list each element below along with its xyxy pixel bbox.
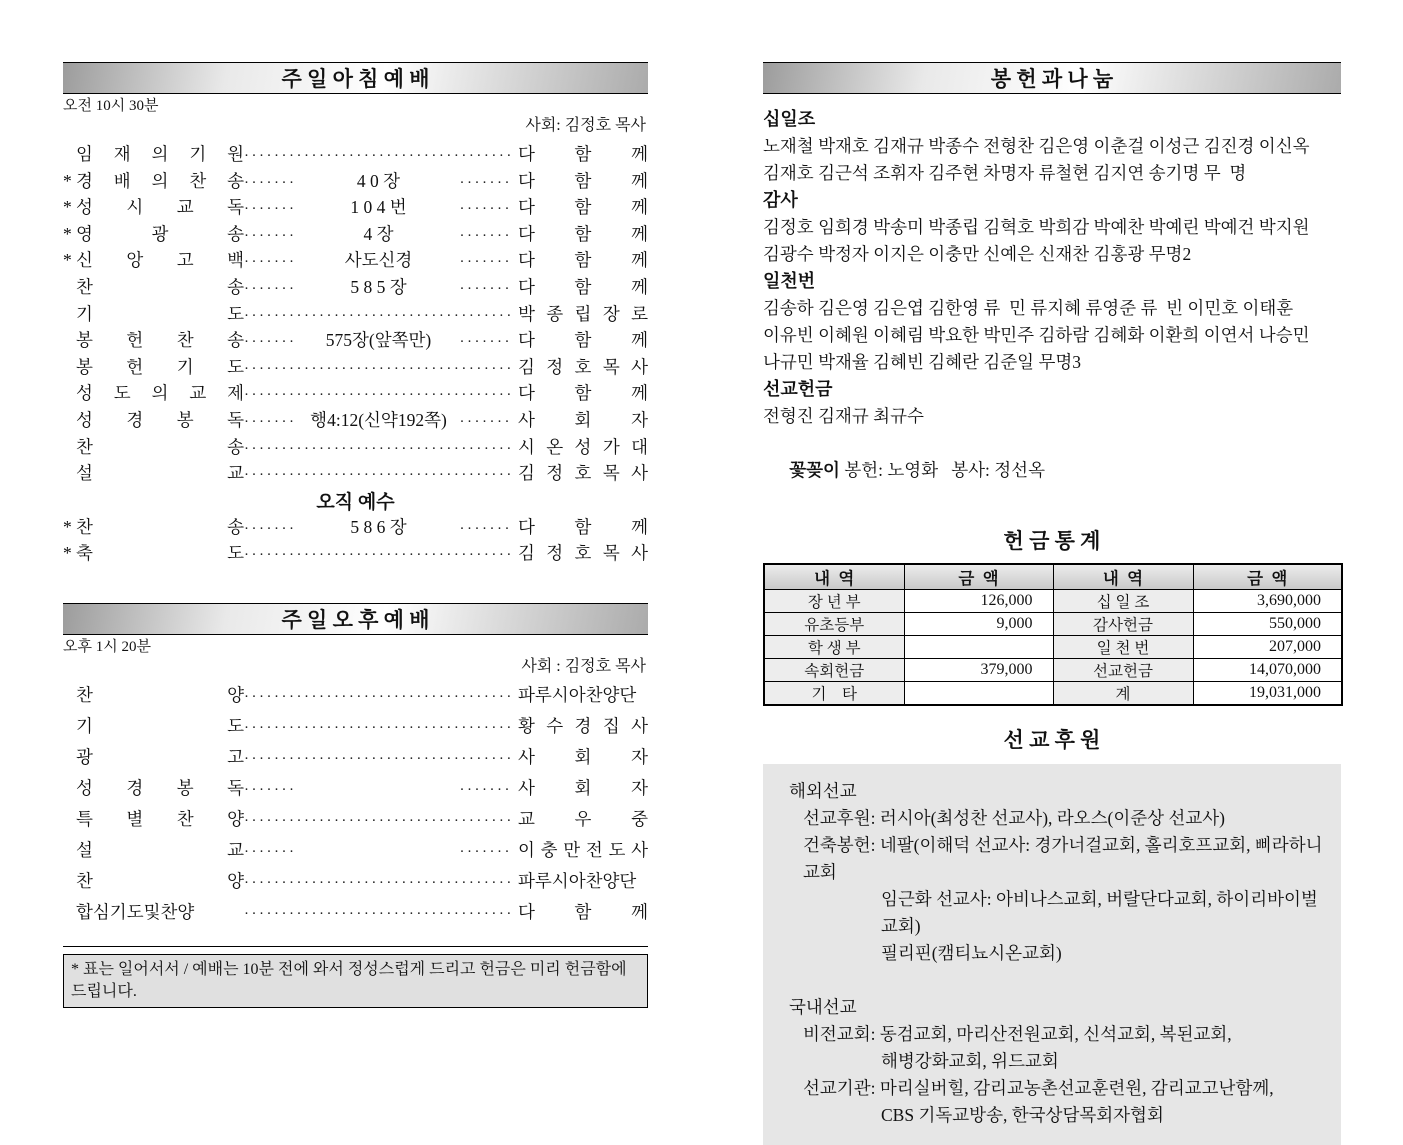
item-performer: 사 회 자 — [518, 409, 648, 430]
item-performer: 다 함 께 — [518, 330, 648, 351]
star-marker: * — [63, 250, 72, 271]
order-item — [63, 775, 648, 806]
order-item — [63, 514, 648, 541]
item-value: 1 0 4 번 — [350, 197, 407, 218]
mission-line — [777, 967, 1327, 994]
item-label: 찬 송 — [76, 436, 244, 457]
dotted-leader — [244, 197, 298, 216]
stats-category-cell: 학 생 부 — [764, 636, 904, 659]
order-item — [63, 194, 648, 221]
item-label: 성 시 교 독 — [76, 197, 244, 218]
offering-header — [763, 62, 1341, 94]
item-performer: 김 정 호 목 사 — [518, 356, 648, 377]
item-performer: 파루시아찬양단 — [518, 870, 637, 891]
dotted-leader — [460, 250, 514, 269]
item-performer: 다 함 께 — [518, 276, 648, 297]
dotted-leader — [244, 840, 298, 859]
stats-amount-cell: 14,070,000 — [1193, 659, 1342, 682]
dotted-leader — [460, 197, 514, 216]
order-item — [63, 713, 648, 744]
order-item — [63, 806, 648, 837]
offering-section-heading: 일천번 — [763, 271, 816, 291]
star-marker: * — [63, 543, 72, 564]
dotted-leader — [244, 778, 298, 797]
stats-amount-cell: 3,690,000 — [1193, 590, 1342, 613]
afternoon-service-title: 주 일 오 후 예 배 — [281, 607, 430, 632]
afternoon-service-time: 오후 1시 20분 — [63, 638, 151, 655]
stats-table-body — [764, 590, 1342, 706]
order-item — [63, 434, 648, 461]
stats-amount-cell: 550,000 — [1193, 613, 1342, 636]
dotted-leader — [244, 747, 513, 766]
item-label: 설 교 — [76, 463, 244, 484]
item-performer: 사 회 자 — [518, 746, 648, 767]
morning-service-header — [63, 62, 648, 94]
dotted-leader — [244, 685, 513, 704]
item-label: 기 도 — [76, 303, 244, 324]
item-value: 575장(앞쪽만) — [325, 330, 432, 351]
item-performer: 김 정 호 목 사 — [518, 463, 648, 484]
offering-section-heading: 십일조 — [763, 109, 816, 129]
order-item — [63, 407, 648, 434]
dotted-leader — [244, 809, 513, 828]
order-item — [63, 540, 648, 567]
offering-names-line: 김송하 김은영 김은엽 김한영 류 민 류지혜 류영준 류 빈 이민호 이태훈 — [763, 298, 1294, 318]
mission-line: CBS 기독교방송, 한국상담목회자협회 — [881, 1105, 1164, 1125]
item-performer: 이 충 만 전 도 사 — [518, 839, 648, 860]
morning-service-title: 주 일 아 침 예 배 — [281, 67, 430, 91]
offering-title: 봉 헌 과 나 눔 — [990, 67, 1114, 91]
order-item — [63, 221, 648, 248]
item-performer: 다 함 께 — [518, 170, 648, 191]
item-label: 성 경 봉 독 — [76, 777, 244, 798]
sermon-title: 오직 예수 — [316, 491, 395, 513]
offering-section-heading: 선교헌금 — [763, 379, 833, 399]
dotted-leader — [244, 410, 298, 429]
stats-header-cell: 내 역 — [1053, 564, 1193, 590]
morning-service-mc: 사회: 김정호 목사 — [525, 117, 646, 134]
mission-line: 해병강화교회, 위드교회 — [881, 1051, 1059, 1071]
dotted-leader — [460, 277, 514, 296]
order-item — [63, 682, 648, 713]
offering-names-line: 김재호 김근석 조휘자 김주현 차명자 류철현 김지연 송기명 무 명 — [763, 163, 1247, 183]
right-column — [763, 62, 1341, 1145]
stats-row — [764, 636, 1342, 659]
dotted-leader — [460, 410, 514, 429]
flower-heading: 꽃꽂이 — [789, 460, 840, 480]
mission-line: 선교후원: 러시아(최성찬 선교사), 라오스(이준상 선교사) — [803, 808, 1225, 828]
dotted-leader — [244, 277, 298, 296]
dotted-leader — [244, 871, 513, 890]
stats-header-cell: 내 역 — [764, 564, 904, 590]
stats-header-row — [764, 564, 1342, 590]
stats-header-cell: 금 액 — [1193, 564, 1342, 590]
order-item — [63, 460, 648, 487]
item-label: 기 도 — [76, 715, 244, 736]
item-label: 특 별 찬 양 — [76, 808, 244, 829]
item-label: 봉 헌 기 도 — [76, 356, 244, 377]
afternoon-order-list — [63, 682, 648, 930]
left-column — [63, 62, 648, 1145]
item-performer: 다 함 께 — [518, 197, 648, 218]
mission-title: 선 교 후 원 — [1003, 728, 1101, 752]
dotted-leader — [244, 383, 513, 402]
offering-section-heading: 감사 — [763, 190, 798, 210]
item-label: 찬 양 — [76, 870, 244, 891]
stats-amount-cell — [904, 636, 1053, 659]
flower-row — [763, 430, 1341, 511]
item-label: 영 광 송 — [76, 223, 244, 244]
mission-line: 국내선교 — [789, 997, 857, 1017]
order-item — [63, 327, 648, 354]
stats-row — [764, 590, 1342, 613]
mission-line: 해외선교 — [789, 781, 857, 801]
item-performer: 다 함 께 — [518, 223, 648, 244]
stats-amount-cell: 9,000 — [904, 613, 1053, 636]
order-item — [63, 141, 648, 168]
star-marker: * — [63, 197, 72, 218]
stats-category-cell: 장 년 부 — [764, 590, 904, 613]
item-value: 행4:12(신약192쪽) — [310, 409, 447, 430]
dotted-leader — [244, 304, 513, 323]
mission-line: 필리핀(캠티뇨시온교회) — [881, 943, 1062, 963]
dotted-leader — [244, 463, 513, 482]
order-item — [63, 744, 648, 775]
stats-row — [764, 682, 1342, 706]
dotted-leader — [460, 517, 514, 536]
footnote: * 표는 일어서서 / 예배는 10분 전에 와서 정성스럽게 드리고 헌금은 미리 헌금함에 드립니다. — [63, 954, 648, 1008]
dotted-leader — [244, 543, 513, 562]
item-performer: 김 정 호 목 사 — [518, 543, 648, 564]
item-performer: 사 회 자 — [518, 777, 648, 798]
item-value: 사도신경 — [344, 250, 413, 271]
order-item — [63, 274, 648, 301]
morning-order-list — [63, 141, 648, 487]
star-marker: * — [63, 223, 72, 244]
stats-title: 헌 금 통 계 — [1003, 529, 1101, 553]
item-label: 찬 양 — [76, 684, 244, 705]
order-item — [63, 301, 648, 328]
stats-row — [764, 659, 1342, 682]
stats-category-cell: 기 타 — [764, 682, 904, 706]
order-item — [63, 868, 648, 899]
dotted-leader — [460, 330, 514, 349]
mission-line: 임근화 선교사: 아비나스교회, 버랄단다교회, 하이리바이벌교회) — [881, 889, 1318, 936]
order-item — [63, 168, 648, 195]
item-label: 찬 송 — [76, 516, 244, 537]
item-label: 광 고 — [76, 746, 244, 767]
item-performer: 다 함 께 — [518, 144, 648, 164]
item-label: 봉 헌 찬 송 — [76, 330, 244, 351]
dotted-leader — [244, 357, 513, 376]
stats-header-cell: 금 액 — [904, 564, 1053, 590]
order-item — [63, 899, 648, 930]
dotted-leader — [244, 716, 513, 735]
mission-line: 비전교회: 동검교회, 마리산전원교회, 신석교회, 복된교회, — [803, 1024, 1232, 1044]
item-performer: 파루시아찬양단 — [518, 684, 637, 705]
mission-support-box — [763, 764, 1341, 1145]
item-value: 4 0 장 — [356, 170, 401, 191]
stats-category-cell: 유초등부 — [764, 613, 904, 636]
afternoon-service-header — [63, 603, 648, 635]
dotted-leader — [244, 517, 298, 536]
order-item — [63, 354, 648, 381]
item-label: 찬 송 — [76, 276, 244, 297]
afternoon-service-mc: 사회 : 김정호 목사 — [521, 657, 646, 675]
dotted-leader — [460, 840, 514, 859]
footnote-divider — [63, 946, 648, 947]
item-label: 합심기도및찬양 — [76, 901, 195, 922]
item-performer: 교 우 중 — [518, 808, 648, 829]
item-performer: 다 함 께 — [518, 383, 648, 404]
section-gap — [63, 567, 648, 603]
item-value: 5 8 5 장 — [350, 276, 407, 297]
item-label: 경 배 의 찬 송 — [76, 170, 244, 191]
dotted-leader — [244, 144, 513, 163]
stats-row — [764, 613, 1342, 636]
item-label: 임 재 의 기 원 — [76, 144, 244, 164]
item-performer: 다 함 께 — [518, 250, 648, 271]
mission-line: 선교기관: 마리실버힐, 감리교농촌선교훈련원, 감리교고난함께, — [803, 1078, 1274, 1098]
stats-amount-cell: 379,000 — [904, 659, 1053, 682]
dotted-leader — [460, 778, 514, 797]
item-performer: 황 수 경 집 사 — [518, 715, 648, 736]
dotted-leader — [244, 224, 298, 243]
dotted-leader — [244, 330, 298, 349]
stats-amount-cell: 207,000 — [1193, 636, 1342, 659]
item-label: 설 교 — [76, 839, 244, 860]
order-item — [63, 380, 648, 407]
stats-amount-cell: 19,031,000 — [1193, 682, 1342, 706]
stats-amount-cell: 126,000 — [904, 590, 1053, 613]
dotted-leader — [460, 171, 514, 190]
stats-category-cell: 일 천 번 — [1053, 636, 1193, 659]
order-item — [63, 247, 648, 274]
item-value: 4 장 — [363, 223, 394, 244]
item-label: 성 경 봉 독 — [76, 409, 244, 430]
order-item — [63, 837, 648, 868]
mission-line: 건축봉헌: 네팔(이해덕 선교사: 경가너걸교회, 홀리호프교회, 삐라하니교회 — [803, 835, 1323, 882]
offering-names-line: 이유빈 이혜원 이혜림 박요한 박민주 김하람 김혜화 이환희 이연서 나승민 — [763, 325, 1310, 345]
item-label: 축 도 — [76, 543, 244, 564]
item-performer: 다 함 께 — [518, 516, 648, 537]
star-marker: * — [63, 516, 72, 537]
stats-category-cell: 계 — [1053, 682, 1193, 706]
morning-closing-list — [63, 514, 648, 567]
dotted-leader — [244, 437, 513, 456]
item-label: 성 도 의 교 제 — [76, 383, 244, 404]
stats-category-cell: 선교헌금 — [1053, 659, 1193, 682]
offering-names-line: 노재철 박재호 김재규 박종수 전형찬 김은영 이춘걸 이성근 김진경 이신옥 — [763, 136, 1310, 156]
offering-sections — [763, 106, 1341, 430]
item-label: 신 앙 고 백 — [76, 250, 244, 271]
item-performer: 박 종 립 장 로 — [518, 303, 648, 324]
dotted-leader — [244, 250, 298, 269]
offering-names-line: 김정호 임희경 박송미 박종립 김혁호 박희감 박예찬 박예린 박예건 박지원 — [763, 217, 1310, 237]
stats-category-cell: 속회헌금 — [764, 659, 904, 682]
item-value: 5 8 6 장 — [350, 516, 407, 537]
star-marker: * — [63, 170, 72, 191]
offering-names-line: 나규민 박재율 김혜빈 김혜란 김준일 무명3 — [763, 352, 1082, 372]
item-performer: 다 함 께 — [518, 901, 648, 922]
stats-category-cell: 감사헌금 — [1053, 613, 1193, 636]
dotted-leader — [460, 224, 514, 243]
dotted-leader — [244, 171, 298, 190]
offering-names-line: 전형진 김재규 최규수 — [763, 406, 924, 426]
offering-names-line: 김광수 박정자 이지은 이충만 신예은 신재찬 김홍광 무명2 — [763, 244, 1192, 264]
flower-text: 봉헌: 노영화 봉사: 정선옥 — [839, 460, 1045, 480]
item-performer: 시 온 성 가 대 — [518, 436, 648, 457]
morning-service-time: 오전 10시 30분 — [63, 98, 159, 114]
stats-category-cell: 십 일 조 — [1053, 590, 1193, 613]
stats-table-head — [764, 564, 1342, 590]
dotted-leader — [244, 902, 513, 921]
stats-amount-cell — [904, 682, 1053, 706]
offering-stats-table — [763, 563, 1343, 706]
